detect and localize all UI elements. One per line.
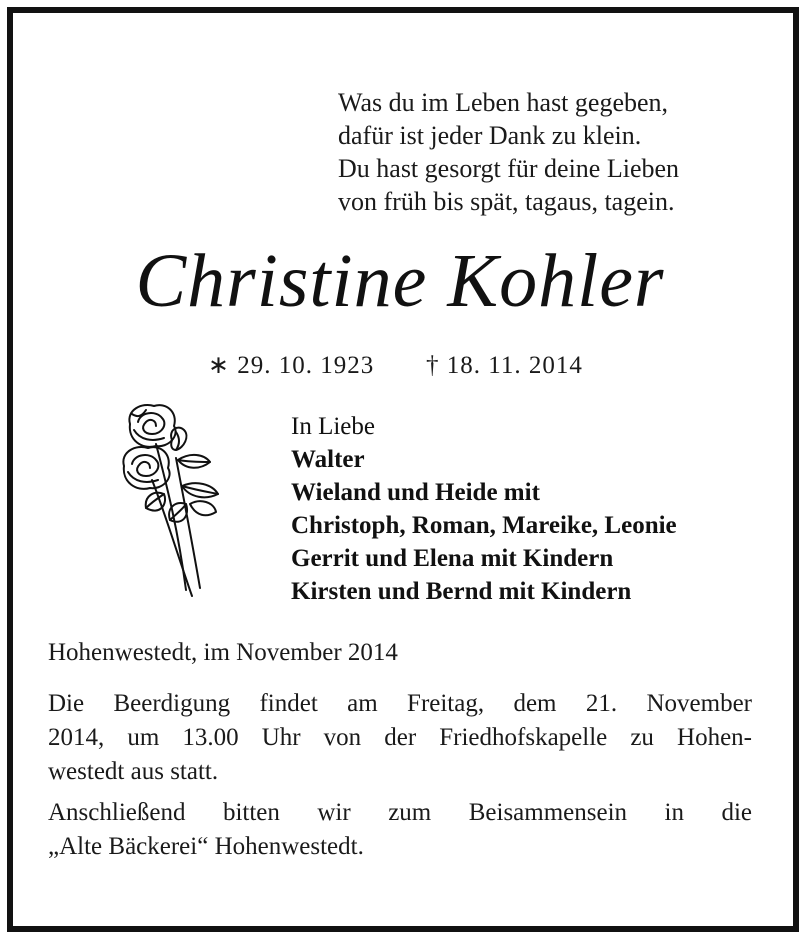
mourner-name: Christoph, Roman, Mareike, Leonie <box>291 512 677 539</box>
gathering-line: „Alte Bäckerei“ Hohenwestedt. <box>48 833 364 860</box>
gathering-line: Anschließend bitten wir zum Beisammensein in die <box>48 799 752 826</box>
mourner-name: Walter <box>291 446 365 473</box>
mourner-name: Gerrit und Elena mit Kindern <box>291 545 614 572</box>
mourner-name: Wieland und Heide mit <box>291 479 540 506</box>
funeral-line: 2014, um 13.00 Uhr von der Friedhofskapelle zu Hohen- <box>48 724 752 751</box>
gathering-details <box>48 796 752 864</box>
birth-date: ∗ 29. 10. 1923 <box>208 352 375 379</box>
place-and-date: Hohenwestedt, im November 2014 <box>48 639 398 666</box>
mourner-name: Kirsten und Bernd mit Kindern <box>291 578 632 605</box>
mourners-list <box>291 410 771 608</box>
mourners-intro: In Liebe <box>291 413 375 440</box>
poem <box>338 86 758 218</box>
funeral-details <box>48 687 752 789</box>
poem-line: Du hast gesorgt für deine Lieben <box>338 154 680 183</box>
funeral-line: Die Beerdigung findet am Freitag, dem 21. November <box>48 690 752 717</box>
deceased-name: Christine Kohler <box>135 239 665 323</box>
rose-icon <box>116 400 234 600</box>
poem-line: Was du im Leben hast gegeben, <box>338 88 669 117</box>
funeral-line: westedt aus statt. <box>48 758 219 785</box>
poem-line: dafür ist jeder Dank zu klein. <box>338 121 642 150</box>
poem-line: von früh bis spät, tagaus, tagein. <box>338 187 675 216</box>
death-date: † 18. 11. 2014 <box>426 352 583 379</box>
